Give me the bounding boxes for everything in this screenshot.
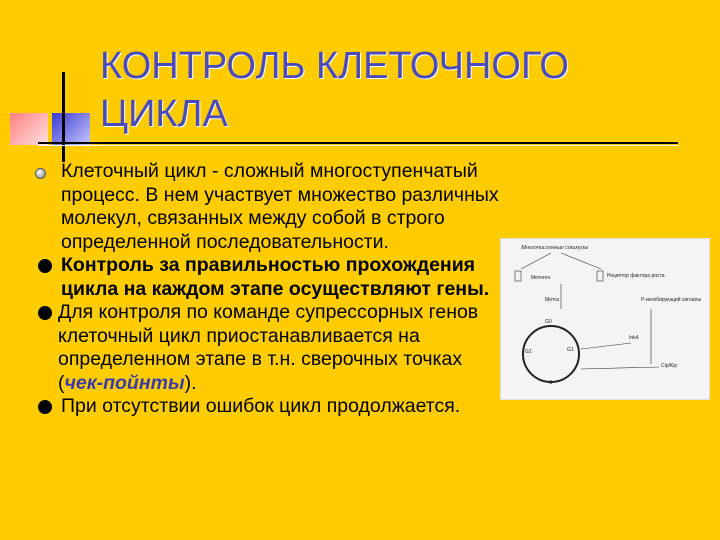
bullet-text: При отсутствии ошибок цикл продолжается. [61,395,461,417]
diagram-label: Рецептор фактора роста [607,273,665,279]
title-underline-highlight [38,145,678,146]
bullet-icon [38,400,52,414]
cell-cycle-diagram [500,238,710,400]
bullet-item [38,301,508,395]
bullet-list [38,160,508,419]
bullet-emphasis: чек-пойнты [64,371,185,394]
diagram-label: Р-ингибирующий сигналы [641,297,702,303]
bullet-text-end: ). [184,371,197,394]
arrow [581,367,659,369]
bullet-item [38,254,508,301]
bullet-item [38,160,508,254]
receptor-icon [515,271,521,281]
arrow [581,343,631,349]
arrow [561,253,601,269]
diagram-label: Ink4 [629,335,639,341]
bullet-text: Контроль за правильностью прохождения цикла на каждом этапе осуществляют гены. [61,254,490,300]
bullet-icon [38,306,52,320]
bullet-icon [35,168,46,179]
bullet-text: Клеточный цикл - сложный многоступенчатый процесс. В нем участвует множество различных молекул, связанных между собой в строго определенной последовательности. [61,160,499,253]
bullet-text: Для контроля по команде супрессорных генов клеточный цикл приостанавливается на определенном этапе в т.н. сверочных точках ( [58,301,479,394]
receptor-icon [597,271,603,281]
cell-cycle-svg [501,239,709,399]
phase-label: G1 [567,347,574,353]
phase-label: G0 [545,319,552,325]
title-underline [38,142,678,144]
phase-label: S [549,380,553,386]
decor-vertical-line [62,72,65,162]
phase-label: G2 [525,349,532,355]
decor-red-square [10,113,48,145]
decor-blue-square [52,113,90,145]
diagram-label: Cip/Kip [661,363,678,369]
arrow [521,253,551,269]
bullet-item [38,395,508,419]
diagram-title: Многочисленные стимулы [521,245,589,251]
diagram-label: Митоген [531,275,551,281]
diagram-label: Митоз [545,297,560,303]
slide-title: КОНТРОЛЬ КЛЕТОЧНОГО ЦИКЛА [100,45,569,135]
bullet-icon [38,259,52,273]
